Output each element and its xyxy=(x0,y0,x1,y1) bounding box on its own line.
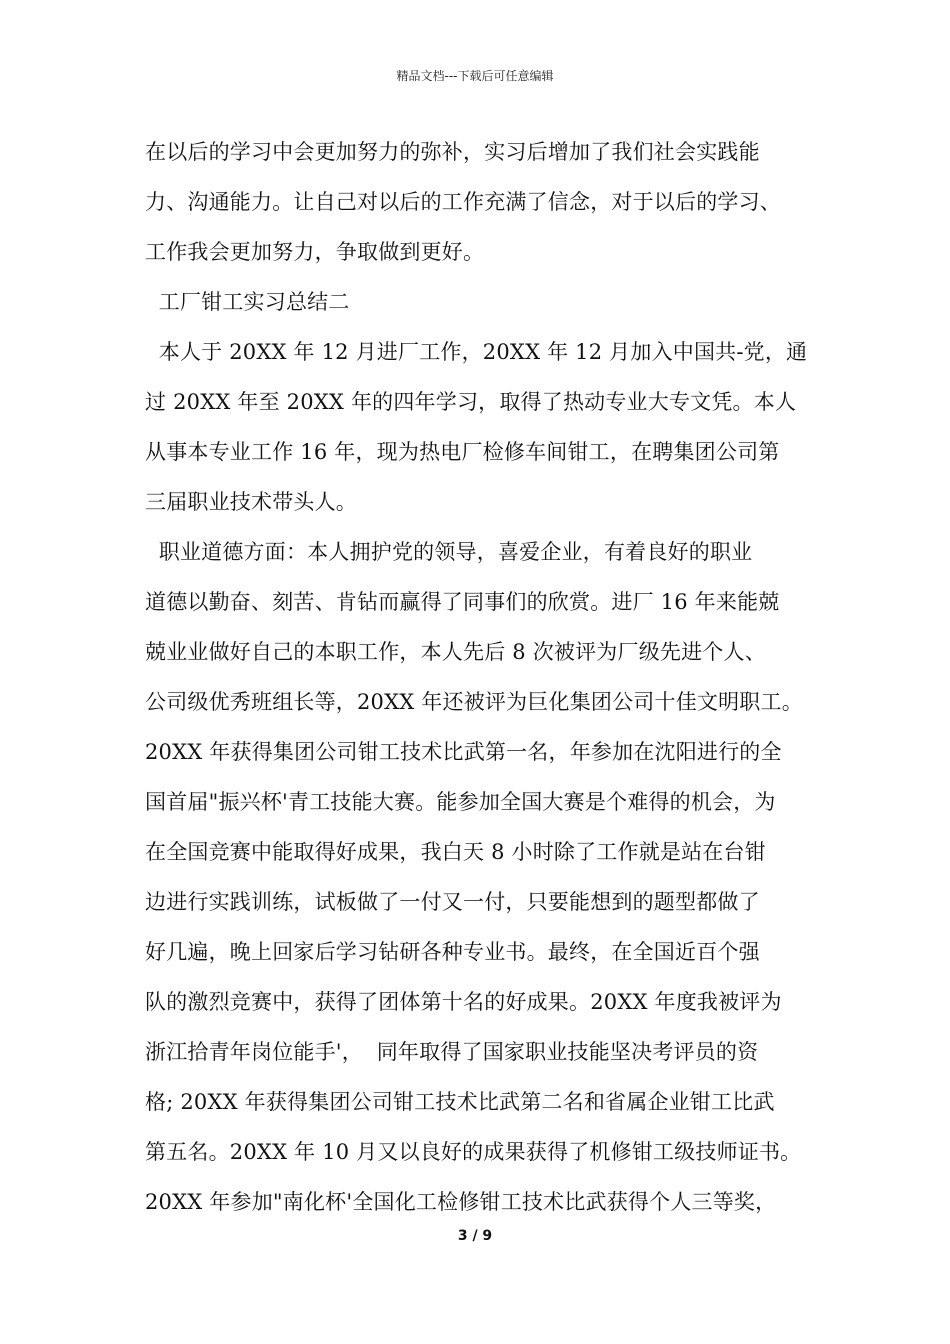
text-line: 本人于 20XX 年 12 月进厂工作，20XX 年 12 月加入中国共-党，通 xyxy=(145,340,808,364)
text-line: 道德以勤奋、刻苦、肯钻而赢得了同事们的欣赏。进厂 16 年来能兢 xyxy=(145,590,780,614)
page-number: 3 / 9 xyxy=(457,1228,493,1244)
text-line: 三届职业技术带头人。 xyxy=(145,490,357,514)
text-line: 在以后的学习中会更加努力的弥补，实习后增加了我们社会实践能 xyxy=(145,140,760,164)
text-line: 20XX 年获得集团公司钳工技术比武第一名，年参加在沈阳进行的全 xyxy=(145,740,782,764)
text-line: 职业道德方面：本人拥护党的领导，喜爱企业，有着良好的职业 xyxy=(145,540,753,564)
text-line: 浙江拾青年岗位能手'， 同年取得了国家职业技能坚决考评员的资 xyxy=(145,1040,759,1064)
text-line: 第五名。20XX 年 10 月又以良好的成果获得了机修钳工级技师证书。 xyxy=(145,1140,802,1164)
text-line: 在全国竞赛中能取得好成果，我白天 8 小时除了工作就是站在台钳 xyxy=(145,840,766,864)
text-line: 国首届"振兴杯'青工技能大赛。能参加全国大赛是个难得的机会，为 xyxy=(145,790,776,814)
text-line: 工作我会更加努力，争取做到更好。 xyxy=(145,240,485,264)
body-text xyxy=(145,127,825,1227)
text-line: 过 20XX 年至 20XX 年的四年学习，取得了热动专业大专文凭。本人 xyxy=(145,390,797,414)
text-line: 力、沟通能力。让自己对以后的工作充满了信念，对于以后的学习、 xyxy=(145,190,781,214)
section-heading: 工厂钳工实习总结二 xyxy=(145,290,350,314)
text-line: 公司级优秀班组长等，20XX 年还被评为巨化集团公司十佳文明职工。 xyxy=(145,690,803,714)
text-line: 格; 20XX 年获得集团公司钳工技术比武第二名和省属企业钳工比武 xyxy=(145,1090,775,1114)
text-line: 好几遍，晚上回家后学习钻研各种专业书。最终，在全国近百个强 xyxy=(145,940,760,964)
text-line: 队的激烈竞赛中，获得了团体第十名的好成果。20XX 年度我被评为 xyxy=(145,990,782,1014)
text-line: 从事本专业工作 16 年，现为热电厂检修车间钳工，在聘集团公司第 xyxy=(145,440,780,464)
text-line: 边进行实践训练，试板做了一付又一付，只要能想到的题型都做了 xyxy=(145,890,760,914)
text-line: 20XX 年参加"南化杯'全国化工检修钳工技术比武获得个人三等奖， xyxy=(145,1190,777,1214)
text-line: 兢业业做好自己的本职工作，本人先后 8 次被评为厂级先进个人、 xyxy=(145,640,766,664)
page-header: 精品文档---下载后可任意编辑 xyxy=(396,69,554,83)
